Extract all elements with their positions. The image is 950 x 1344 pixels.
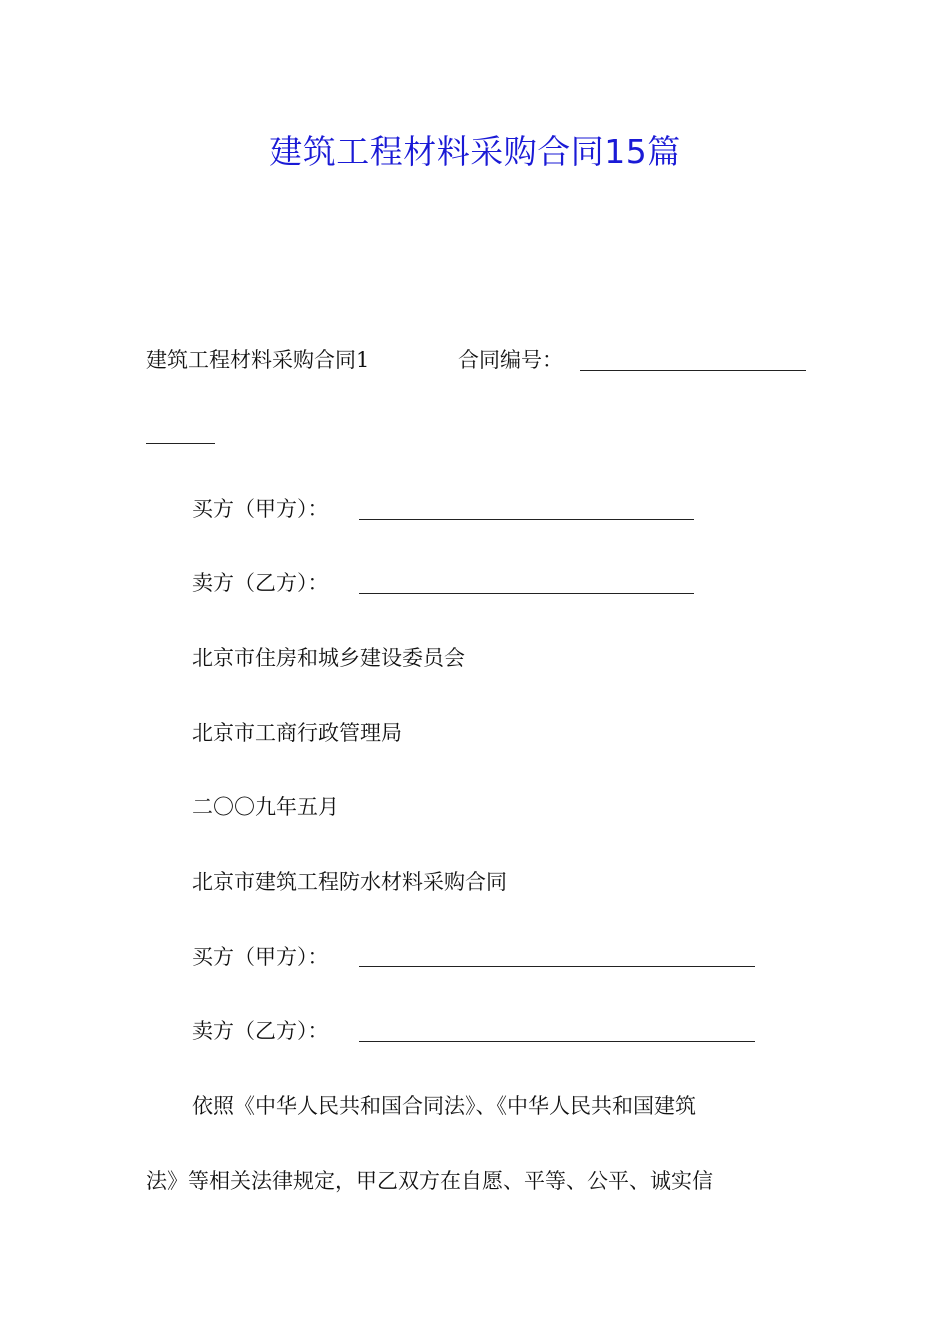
buyer-blank [359, 519, 694, 520]
contract-number-blank [580, 370, 806, 371]
issuer-housing-commission: 北京市住房和城乡建设委员会 [192, 646, 465, 670]
contract-number-blank-continued [146, 443, 215, 444]
buyer-blank-2 [359, 966, 755, 967]
body-paragraph-line-2: 法》等相关法律规定，甲乙双方在自愿、平等、公平、诚实信 [146, 1169, 713, 1193]
contract-subtitle: 北京市建筑工程防水材料采购合同 [192, 870, 507, 894]
seller-blank-2 [359, 1041, 755, 1042]
seller-blank [359, 593, 694, 594]
document-title: 建筑工程材料采购合同15篇 [269, 132, 681, 171]
contract-heading: 建筑工程材料采购合同1 [146, 348, 370, 372]
buyer-label-2: 买方（甲方）： [192, 945, 329, 969]
issuer-industry-commerce-bureau: 北京市工商行政管理局 [192, 721, 402, 745]
issue-date: 二〇〇九年五月 [192, 795, 339, 819]
contract-number-label: 合同编号： [458, 348, 563, 372]
body-paragraph-line-1: 依照《中华人民共和国合同法》、《中华人民共和国建筑 [192, 1094, 696, 1118]
seller-label: 卖方（乙方）： [192, 571, 329, 595]
buyer-label: 买方（甲方）： [192, 497, 329, 521]
seller-label-2: 卖方（乙方）： [192, 1019, 329, 1043]
